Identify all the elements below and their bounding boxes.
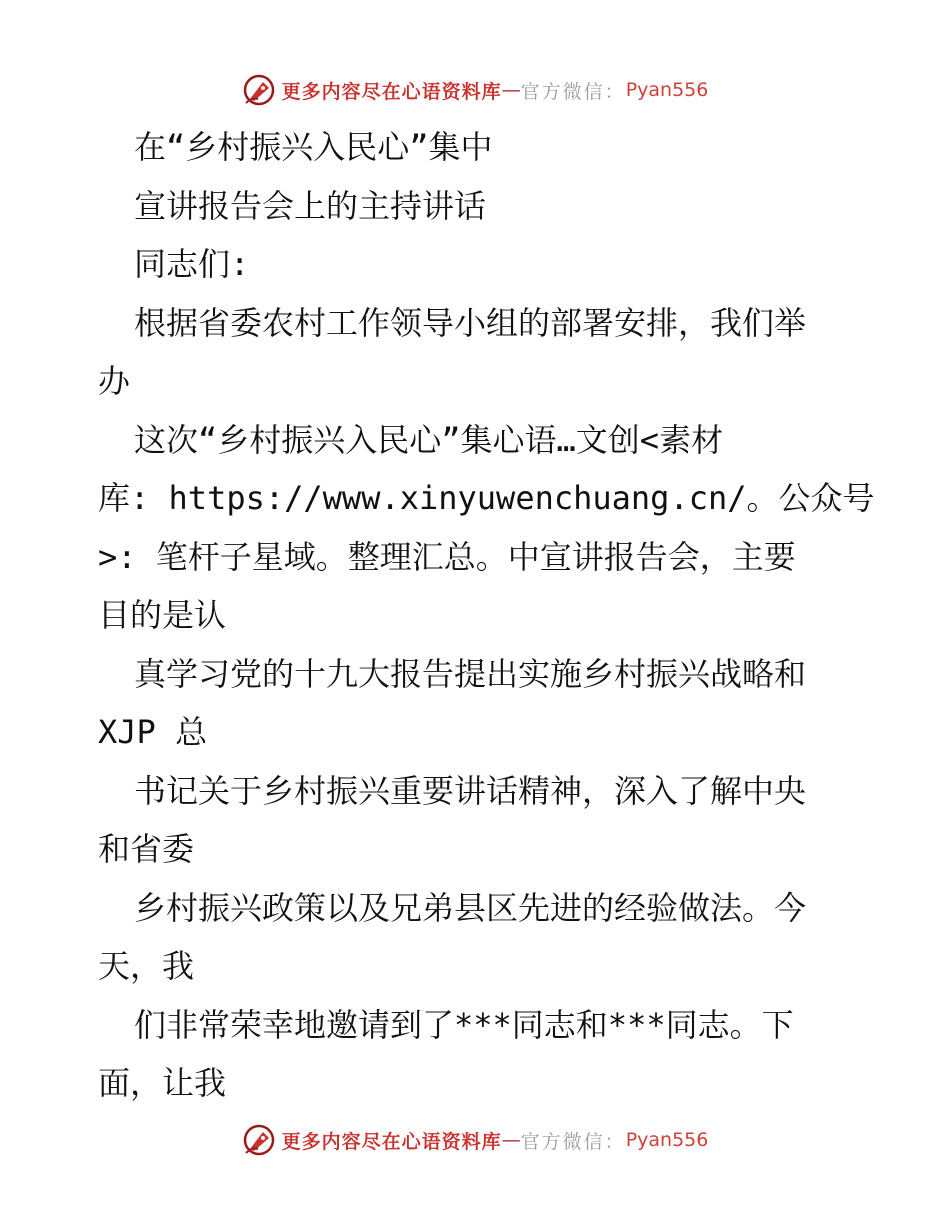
doc-line: 目的是认 bbox=[98, 596, 227, 634]
doc-line: 这次“乡村振兴入民心”集心语…文创<素材 bbox=[134, 420, 724, 459]
footer-banner bbox=[0, 1120, 950, 1160]
pen-nib-logo-icon bbox=[242, 73, 276, 107]
doc-line: 书记关于乡村振兴重要讲话精神，深入了解中央 bbox=[134, 771, 807, 810]
doc-line: XJP 总 bbox=[98, 713, 208, 751]
banner-wechat-handle: Pyan556 bbox=[625, 79, 709, 101]
banner-label: 官方微信： bbox=[520, 1130, 626, 1153]
doc-line: 天，我 bbox=[98, 947, 195, 985]
banner-brand-text: 更多内容尽在心语资料库 bbox=[281, 1130, 502, 1153]
doc-line: 库: https://www.xinyuwenchuang.cn/。公众号 bbox=[98, 479, 875, 517]
banner-label: 官方微信： bbox=[520, 80, 626, 103]
document-body bbox=[98, 118, 875, 1113]
banner-separator: — bbox=[501, 1129, 521, 1151]
doc-title-line-1: 在“乡村振兴入民心”集中 bbox=[134, 128, 493, 166]
banner-separator: — bbox=[501, 79, 521, 101]
banner-brand-text: 更多内容尽在心语资料库 bbox=[281, 80, 502, 103]
doc-line: 面，让我 bbox=[98, 1064, 227, 1102]
doc-salutation: 同志们: bbox=[134, 245, 250, 283]
doc-line: 和省委 bbox=[98, 830, 195, 868]
doc-line: 根据省委农村工作领导小组的部署安排，我们举 bbox=[134, 303, 807, 342]
banner-wechat-handle: Pyan556 bbox=[625, 1129, 709, 1151]
pen-nib-logo-icon bbox=[242, 1123, 276, 1157]
header-banner bbox=[0, 70, 950, 110]
doc-line: 真学习党的十九大报告提出实施乡村振兴战略和 bbox=[134, 654, 807, 693]
doc-line: 们非常荣幸地邀请到了***同志和***同志。下 bbox=[134, 1005, 794, 1044]
doc-line: 办 bbox=[98, 362, 131, 400]
doc-title-line-2: 宣讲报告会上的主持讲话 bbox=[134, 186, 487, 225]
doc-line: >: 笔杆子星域。整理汇总。中宣讲报告会，主要 bbox=[98, 537, 796, 576]
doc-line: 乡村振兴政策以及兄弟县区先进的经验做法。今 bbox=[134, 888, 807, 927]
